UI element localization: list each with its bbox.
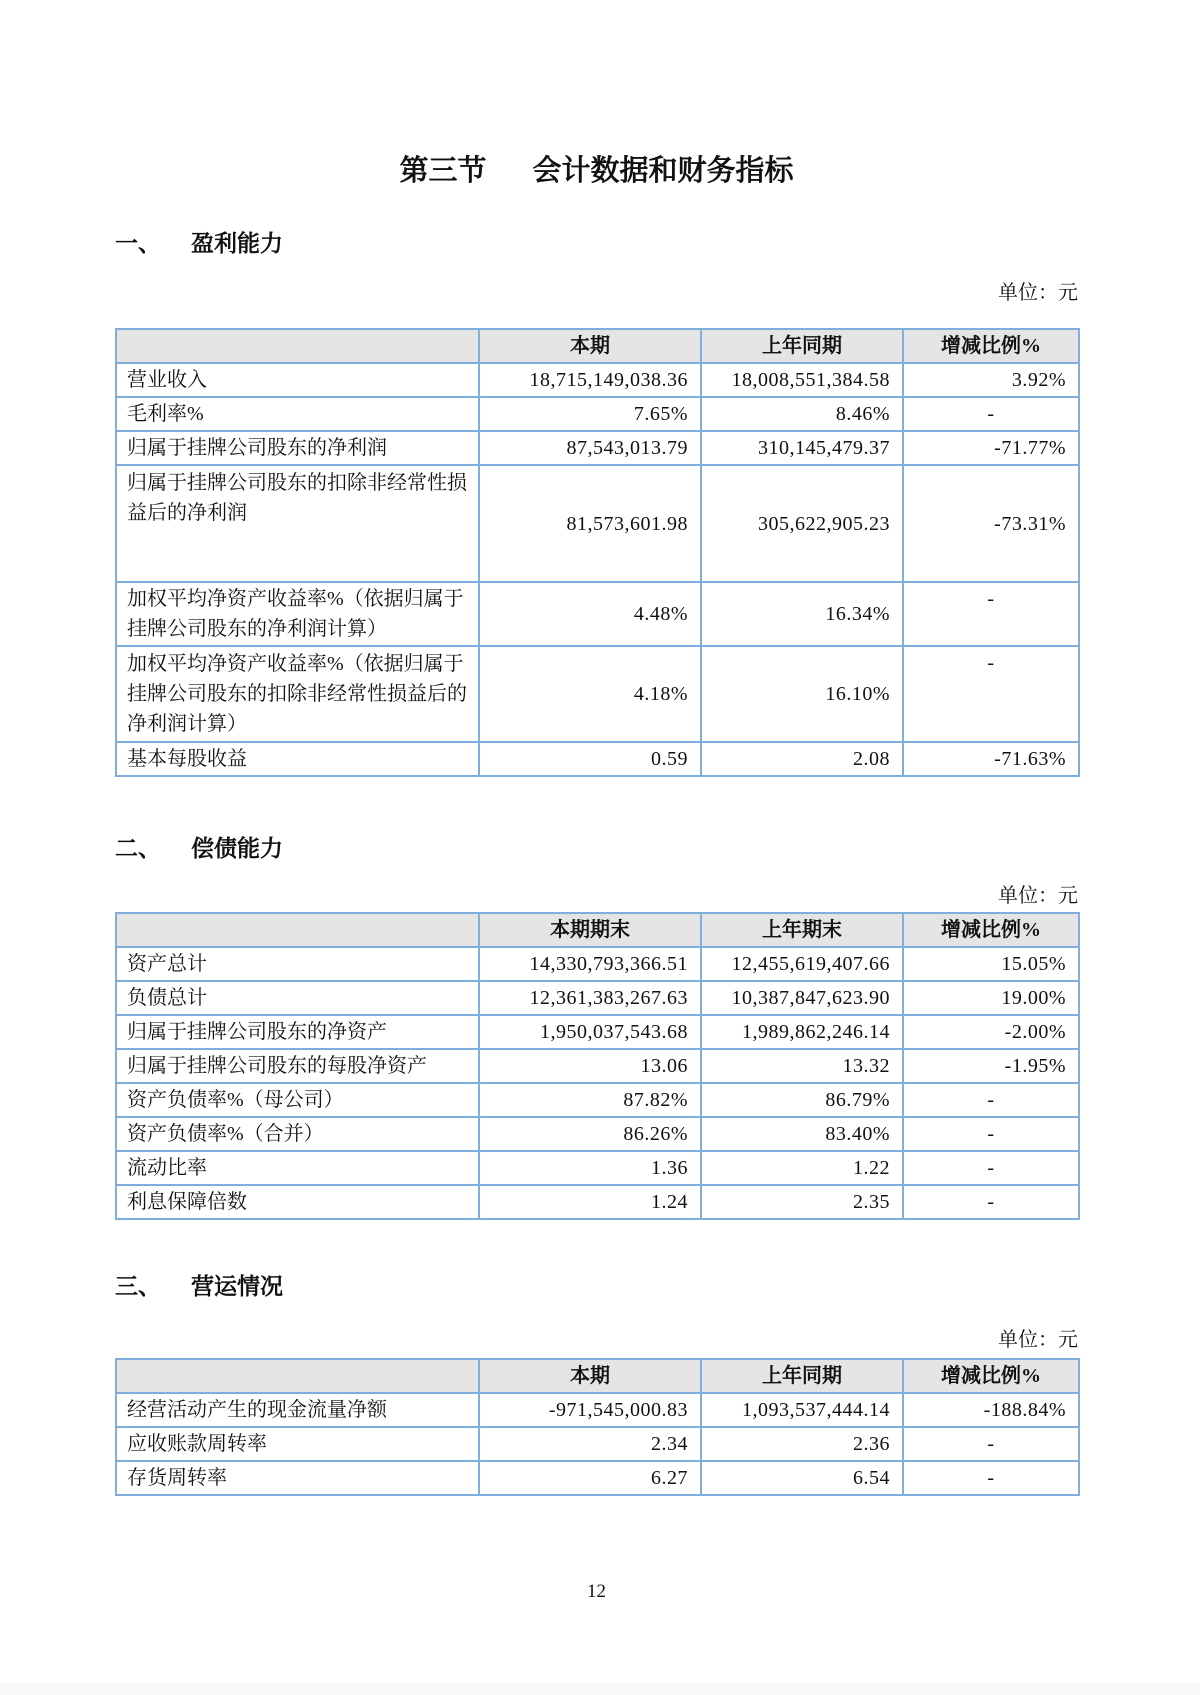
table-row — [116, 947, 1079, 981]
prior-value: 1,093,537,444.14 — [701, 1393, 903, 1427]
prior-value: 2.08 — [701, 742, 903, 776]
current-value: 0.59 — [479, 742, 701, 776]
table-header-row — [116, 913, 1079, 947]
table-row — [116, 1461, 1079, 1495]
solvency-table — [115, 912, 1080, 1220]
section-number: 三、 — [115, 1274, 161, 1299]
row-label: 流动比率 — [116, 1151, 479, 1185]
table-row — [116, 582, 1079, 646]
document-page — [115, 0, 1078, 1604]
table-row — [116, 363, 1079, 397]
page-bottom-edge — [0, 1683, 1200, 1695]
row-label: 存货周转率 — [116, 1461, 479, 1495]
change-value: - — [903, 582, 1079, 646]
change-value: -188.84% — [903, 1393, 1079, 1427]
current-value: -971,545,000.83 — [479, 1393, 701, 1427]
row-label: 归属于挂牌公司股东的扣除非经常性损益后的净利润 — [116, 465, 479, 582]
header-cell-change: 增减比例% — [903, 1359, 1079, 1393]
header-cell-empty — [116, 329, 479, 363]
row-label: 资产总计 — [116, 947, 479, 981]
section-heading-solvency — [115, 834, 1078, 864]
table-row — [116, 397, 1079, 431]
table-row — [116, 1427, 1079, 1461]
row-label: 营业收入 — [116, 363, 479, 397]
section-title: 盈利能力 — [191, 231, 283, 256]
current-value: 1,950,037,543.68 — [479, 1015, 701, 1049]
change-value: -71.77% — [903, 431, 1079, 465]
prior-value: 2.36 — [701, 1427, 903, 1461]
header-cell-current: 本期 — [479, 1359, 701, 1393]
table-row — [116, 1151, 1079, 1185]
table-row — [116, 646, 1079, 742]
current-value: 81,573,601.98 — [479, 465, 701, 582]
prior-value: 10,387,847,623.90 — [701, 981, 903, 1015]
current-value: 4.48% — [479, 582, 701, 646]
change-value: - — [903, 1151, 1079, 1185]
current-value: 2.34 — [479, 1427, 701, 1461]
change-value: - — [903, 1427, 1079, 1461]
prior-value: 305,622,905.23 — [701, 465, 903, 582]
current-value: 4.18% — [479, 646, 701, 742]
change-value: - — [903, 1083, 1079, 1117]
section-number: 二、 — [115, 836, 161, 861]
current-value: 12,361,383,267.63 — [479, 981, 701, 1015]
header-cell-empty — [116, 913, 479, 947]
table-row — [116, 981, 1079, 1015]
change-value: - — [903, 1185, 1079, 1219]
table-row — [116, 1185, 1079, 1219]
doc-title-text: 会计数据和财务指标 — [532, 155, 794, 187]
current-value: 87.82% — [479, 1083, 701, 1117]
row-label: 负债总计 — [116, 981, 479, 1015]
unit-label: 单位：元 — [998, 282, 1078, 304]
section-heading-operations — [115, 1272, 1078, 1302]
change-value: - — [903, 646, 1079, 742]
current-value: 7.65% — [479, 397, 701, 431]
prior-value: 1,989,862,246.14 — [701, 1015, 903, 1049]
header-cell-change: 增减比例% — [903, 329, 1079, 363]
profitability-table — [115, 328, 1080, 777]
prior-value: 86.79% — [701, 1083, 903, 1117]
change-value: - — [903, 1117, 1079, 1151]
current-value: 18,715,149,038.36 — [479, 363, 701, 397]
header-cell-change: 增减比例% — [903, 913, 1079, 947]
prior-value: 18,008,551,384.58 — [701, 363, 903, 397]
prior-value: 16.34% — [701, 582, 903, 646]
row-label: 经营活动产生的现金流量净额 — [116, 1393, 479, 1427]
row-label: 归属于挂牌公司股东的净利润 — [116, 431, 479, 465]
table-row — [116, 431, 1079, 465]
row-label: 资产负债率%（母公司） — [116, 1083, 479, 1117]
table-row — [116, 1083, 1079, 1117]
change-value: 15.05% — [903, 947, 1079, 981]
header-cell-current: 本期期末 — [479, 913, 701, 947]
doc-title-section-no: 第三节 — [399, 155, 487, 187]
table-header-row — [116, 1359, 1079, 1393]
table-row — [116, 1117, 1079, 1151]
prior-value: 13.32 — [701, 1049, 903, 1083]
prior-value: 310,145,479.37 — [701, 431, 903, 465]
change-value: -71.63% — [903, 742, 1079, 776]
header-cell-prior: 上年期末 — [701, 913, 903, 947]
row-label: 加权平均净资产收益率%（依据归属于挂牌公司股东的扣除非经常性损益后的净利润计算） — [116, 646, 479, 742]
section-number: 一、 — [115, 231, 161, 256]
header-cell-prior: 上年同期 — [701, 1359, 903, 1393]
table-row — [116, 1015, 1079, 1049]
header-cell-current: 本期 — [479, 329, 701, 363]
row-label: 资产负债率%（合并） — [116, 1117, 479, 1151]
table-row — [116, 742, 1079, 776]
current-value: 1.36 — [479, 1151, 701, 1185]
row-label: 加权平均净资产收益率%（依据归属于挂牌公司股东的净利润计算） — [116, 582, 479, 646]
unit-label: 单位：元 — [998, 885, 1078, 907]
current-value: 13.06 — [479, 1049, 701, 1083]
table-row — [116, 1049, 1079, 1083]
row-label: 基本每股收益 — [116, 742, 479, 776]
prior-value: 2.35 — [701, 1185, 903, 1219]
change-value: - — [903, 397, 1079, 431]
change-value: 19.00% — [903, 981, 1079, 1015]
section-heading-profitability — [115, 229, 1078, 259]
prior-value: 6.54 — [701, 1461, 903, 1495]
prior-value: 8.46% — [701, 397, 903, 431]
change-value: 3.92% — [903, 363, 1079, 397]
section-title: 偿债能力 — [191, 836, 283, 861]
change-value: -2.00% — [903, 1015, 1079, 1049]
operations-table — [115, 1358, 1080, 1496]
doc-title — [115, 0, 1078, 189]
row-label: 归属于挂牌公司股东的每股净资产 — [116, 1049, 479, 1083]
prior-value: 12,455,619,407.66 — [701, 947, 903, 981]
page-number: 12 — [587, 1581, 606, 1602]
row-label: 应收账款周转率 — [116, 1427, 479, 1461]
current-value: 86.26% — [479, 1117, 701, 1151]
current-value: 14,330,793,366.51 — [479, 947, 701, 981]
prior-value: 1.22 — [701, 1151, 903, 1185]
change-value: -73.31% — [903, 465, 1079, 582]
prior-value: 16.10% — [701, 646, 903, 742]
table-header-row — [116, 329, 1079, 363]
header-cell-prior: 上年同期 — [701, 329, 903, 363]
current-value: 1.24 — [479, 1185, 701, 1219]
row-label: 利息保障倍数 — [116, 1185, 479, 1219]
table-row — [116, 1393, 1079, 1427]
row-label: 毛利率% — [116, 397, 479, 431]
table-row — [116, 465, 1079, 582]
section-title: 营运情况 — [191, 1274, 283, 1299]
prior-value: 83.40% — [701, 1117, 903, 1151]
change-value: - — [903, 1461, 1079, 1495]
row-label: 归属于挂牌公司股东的净资产 — [116, 1015, 479, 1049]
header-cell-empty — [116, 1359, 479, 1393]
change-value: -1.95% — [903, 1049, 1079, 1083]
unit-label: 单位：元 — [998, 1329, 1078, 1351]
current-value: 6.27 — [479, 1461, 701, 1495]
current-value: 87,543,013.79 — [479, 431, 701, 465]
